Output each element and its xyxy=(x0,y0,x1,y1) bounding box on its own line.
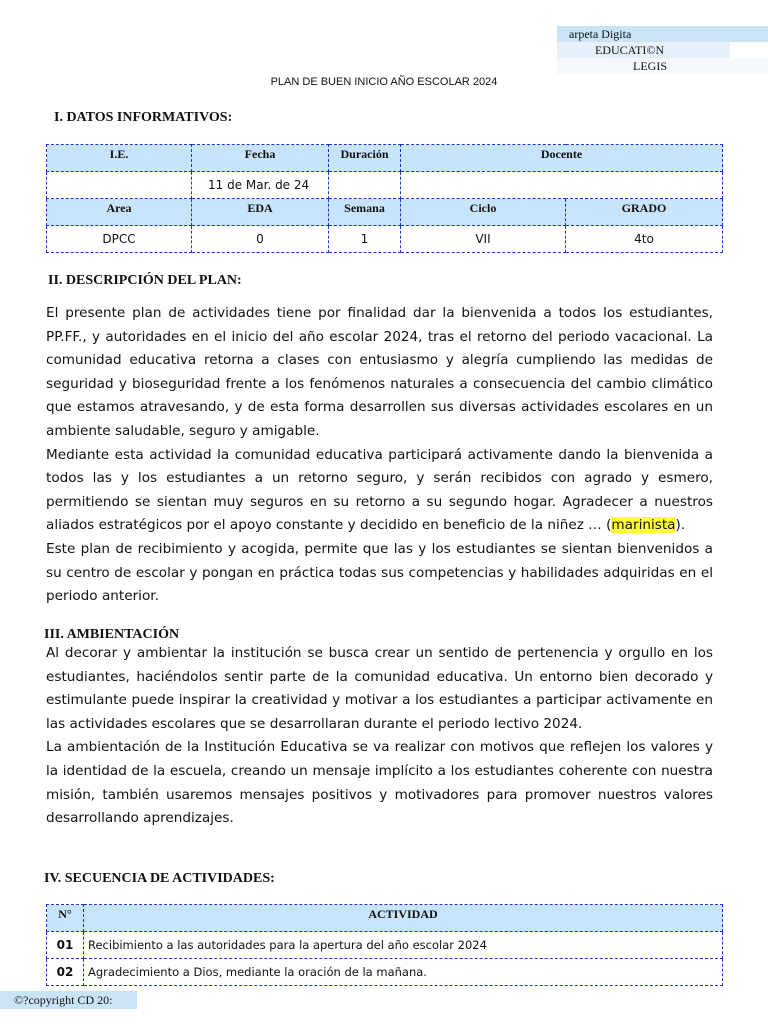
info-header-row-1 xyxy=(47,145,723,172)
info-header-row-2 xyxy=(47,199,723,226)
descripcion-paragraph-3: Este plan de recibimiento y acogida, permite que las y los estudiantes se sientan bienvenidos a su centro de escolar y pongan en práctica todas sus competencias y habilidades adquiridas en el periodo anterior. xyxy=(46,540,713,605)
highlighted-word: marinista xyxy=(611,517,676,534)
info-table xyxy=(46,144,723,253)
header-duracion: Duración xyxy=(329,145,401,172)
watermark-line-1: arpeta Digita xyxy=(557,26,768,42)
section-heading-datos: I. DATOS INFORMATIVOS: xyxy=(54,110,233,125)
value-ie xyxy=(47,172,192,199)
activity-number: 02 xyxy=(47,959,84,986)
header-numero: N° xyxy=(47,905,84,932)
value-grado: 4to xyxy=(566,226,723,253)
header-fecha: Fecha xyxy=(192,145,329,172)
header-semana: Semana xyxy=(329,199,401,226)
section-heading-actividades: IV. SECUENCIA DE ACTIVIDADES: xyxy=(44,871,275,886)
descripcion-paragraph-2-text: Mediante esta actividad la comunidad educativa participará activamente dando la bienvenida a todos las y los estudiantes a un retorno seguro, y serán recibidos con agrado y esmero, permitiendo se sientan muy seguros en su retorno a su segundo hogar. Agradecer a nuestros aliados estratégicos por el apoyo constante y decidido en beneficio de la niñez … ( xyxy=(46,446,713,534)
watermark-line-2: EDUCATI©N xyxy=(557,42,730,58)
value-docente xyxy=(401,172,723,199)
ambientacion-paragraph-1: Al decorar y ambientar la institución se busca crear un sentido de pertenencia y orgullo en los estudiantes, haciéndolos sentir parte de la comunidad educativa. Un entorno bien decorado y estimulante puede inspirar la creatividad y motivar a los estudiantes a participar activamente en las actividades escolares que se desarrollaran durante el periodo lectivo 2024. xyxy=(46,645,713,732)
watermark xyxy=(557,26,768,74)
descripcion-paragraph-2-end: ). xyxy=(675,517,686,534)
info-value-row-2 xyxy=(47,226,723,253)
activities-table xyxy=(46,904,723,986)
descripcion-paragraph-2 xyxy=(46,444,713,538)
value-area: DPCC xyxy=(47,226,192,253)
copyright-footer: ©?copyright CD 20: xyxy=(0,991,137,1009)
info-value-row-1 xyxy=(47,172,723,199)
activity-text: Recibimiento a las autoridades para la apertura del año escolar 2024 xyxy=(84,932,723,959)
descripcion-paragraph-1: El presente plan de actividades tiene por finalidad dar la bienvenida a todos los estudiantes, PP.FF., y autoridades en el inicio del año escolar 2024, tras el retorno del periodo vacacional. La comunidad educativa retorna a clases con entusiasmo y alegría cumpliendo las medidas de seguridad y bioseguridad frente a los fenómenos naturales a consecuencia del cambio climático que estamos atravesando, y de esta forma desarrollen sus diversas actividades escolares en un ambiente saludable, seguro y amigable. xyxy=(46,305,713,439)
ambientacion-body xyxy=(46,642,713,831)
header-actividad: ACTIVIDAD xyxy=(84,905,723,932)
header-eda: EDA xyxy=(192,199,329,226)
section-heading-ambientacion: III. AMBIENTACIÓN xyxy=(44,627,180,642)
activity-text: Agradecimiento a Dios, mediante la oración de la mañana. xyxy=(84,959,723,986)
header-grado: GRADO xyxy=(566,199,723,226)
table-row xyxy=(47,932,723,959)
header-docente: Docente xyxy=(401,145,723,172)
activities-header-row xyxy=(47,905,723,932)
value-duracion xyxy=(329,172,401,199)
table-row xyxy=(47,959,723,986)
value-ciclo: VII xyxy=(401,226,566,253)
activity-number: 01 xyxy=(47,932,84,959)
value-semana: 1 xyxy=(329,226,401,253)
value-eda: 0 xyxy=(192,226,329,253)
section-heading-descripcion: II. DESCRIPCIÓN DEL PLAN: xyxy=(48,273,242,288)
header-ie: I.E. xyxy=(47,145,192,172)
value-fecha: 11 de Mar. de 24 xyxy=(192,172,329,199)
header-area: Area xyxy=(47,199,192,226)
header-ciclo: Ciclo xyxy=(401,199,566,226)
descripcion-body xyxy=(46,302,713,609)
ambientacion-paragraph-2: La ambientación de la Institución Educativa se va realizar con motivos que reflejen los valores y la identidad de la escuela, creando un mensaje implícito a los estudiantes coherente con nuestra misión, también usaremos mensajes positivos y motivadores para promover nuestros valores desarrollando aprendizajes. xyxy=(46,739,713,827)
document-title: PLAN DE BUEN INICIO AÑO ESCOLAR 2024 xyxy=(270,76,498,88)
watermark-line-3: LEGIS xyxy=(557,58,768,74)
